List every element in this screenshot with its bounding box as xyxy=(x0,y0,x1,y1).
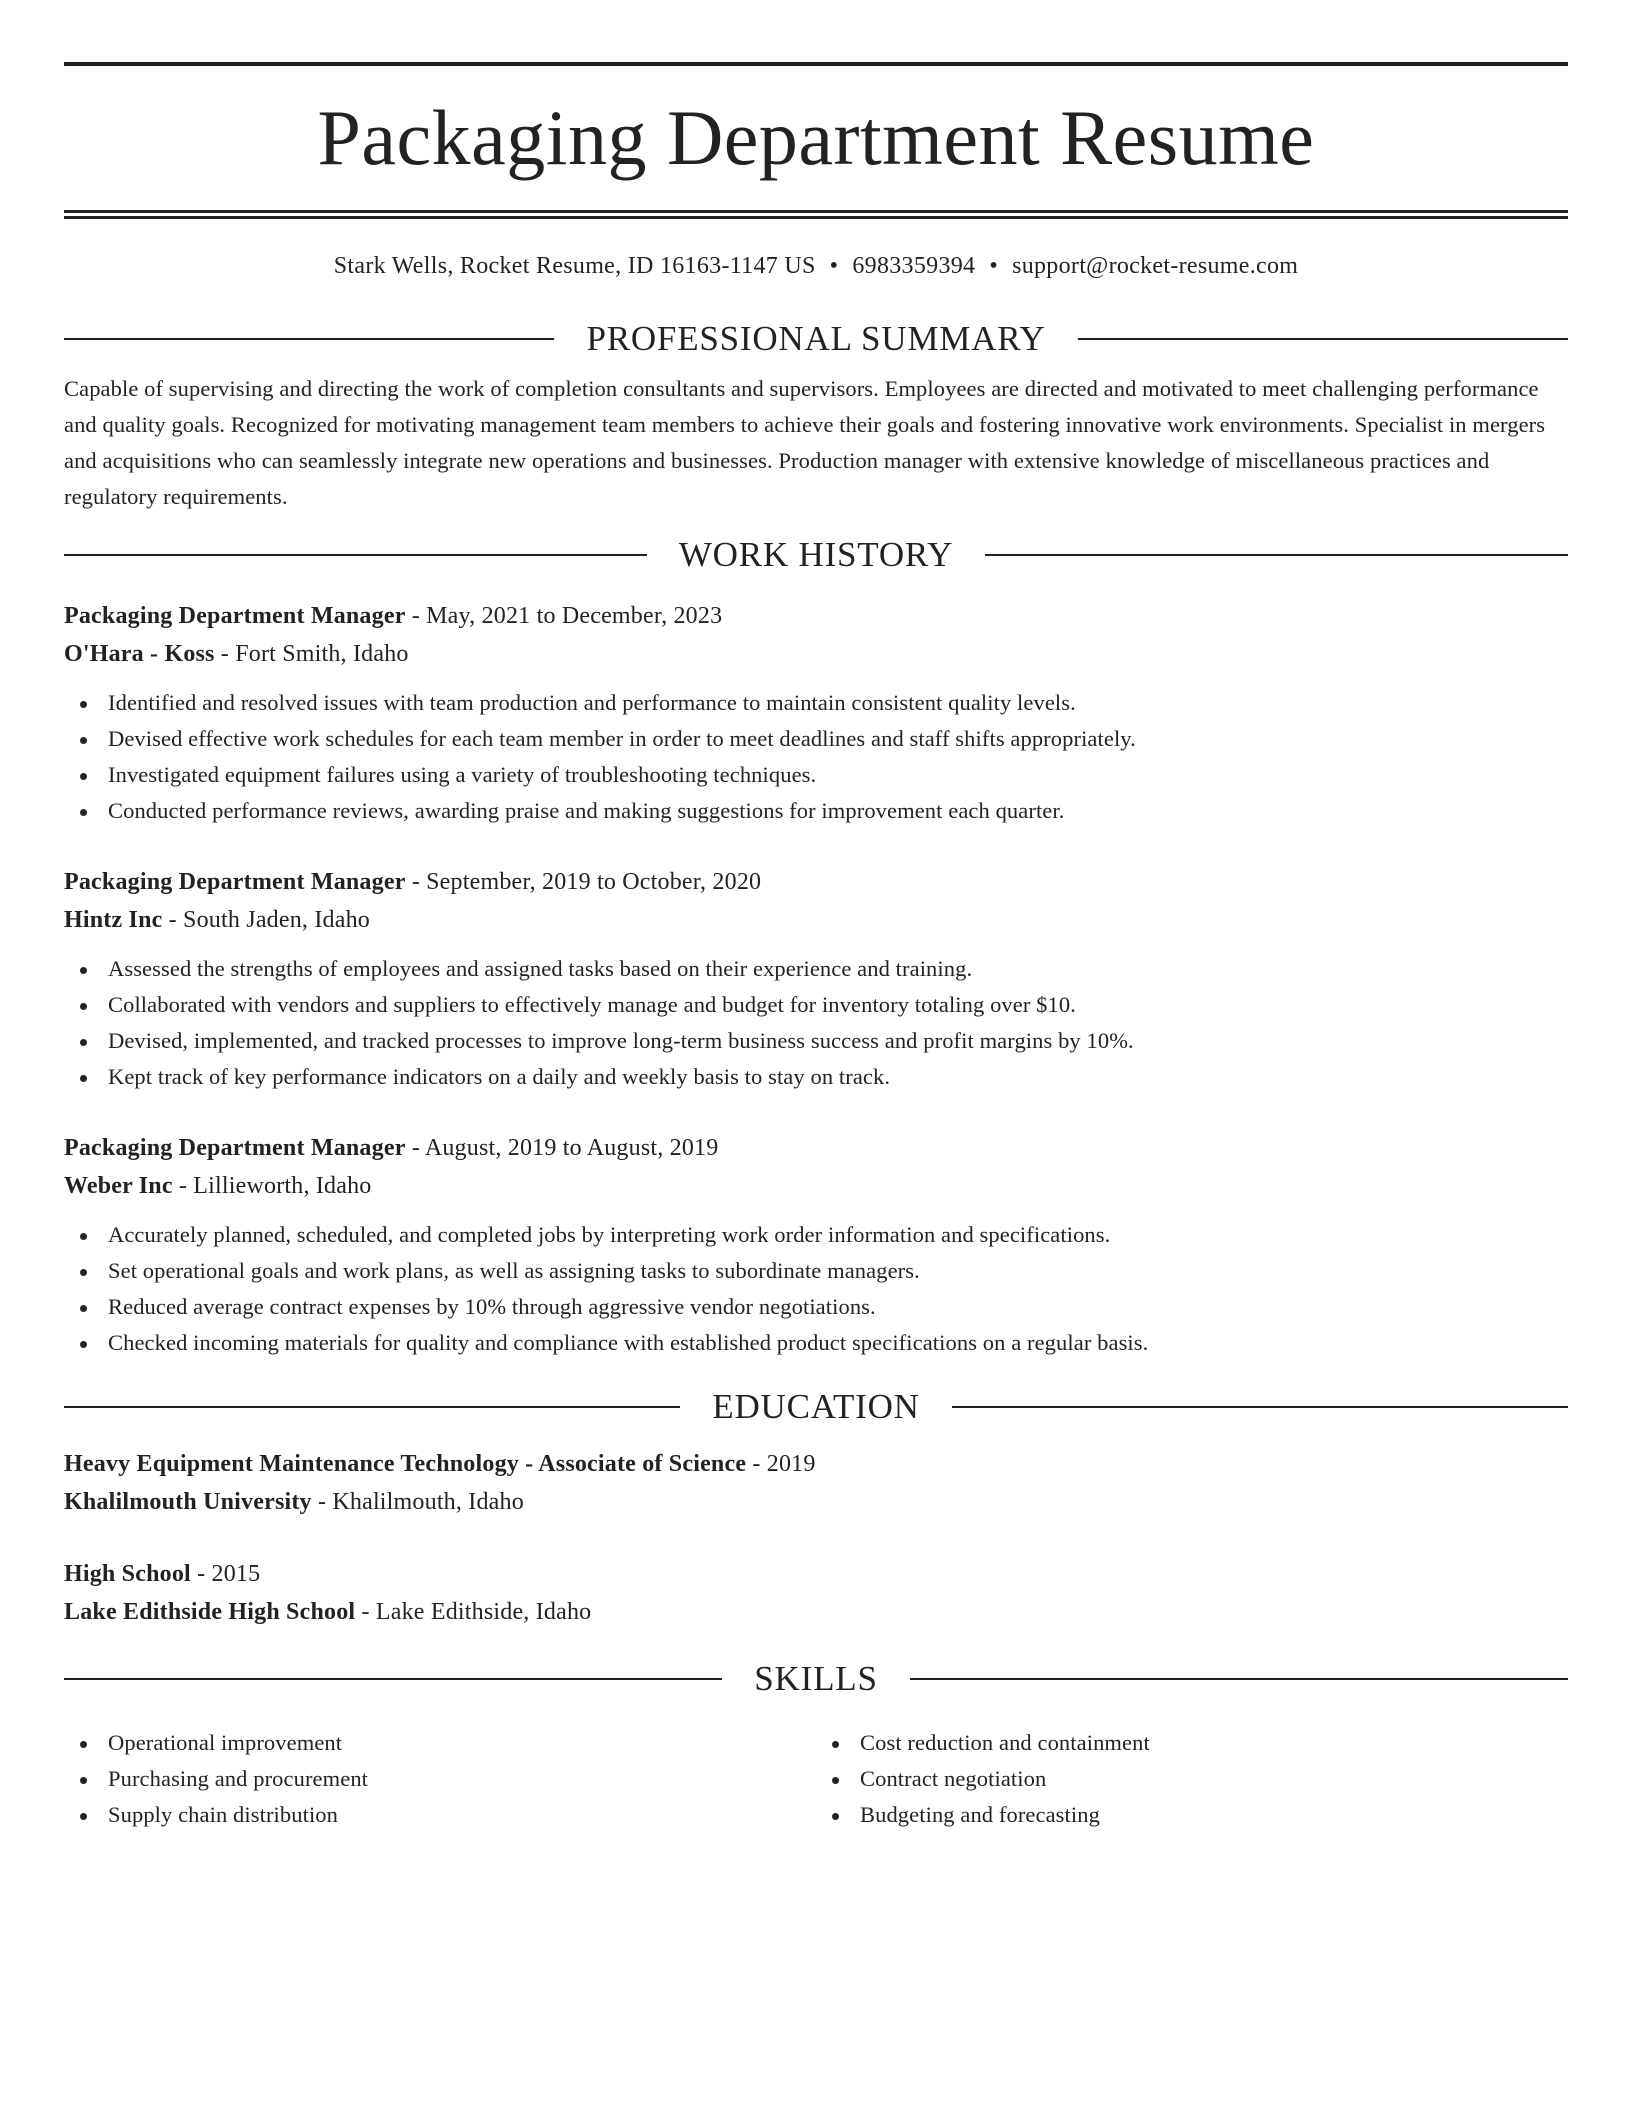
section-heading-work xyxy=(64,533,1568,577)
skills-grid xyxy=(64,1713,1568,1833)
job-company-line xyxy=(64,901,1568,939)
title-double-rule xyxy=(64,210,1568,219)
list-item: Reduced average contract expenses by 10% through aggressive vendor negotiations. xyxy=(64,1289,1568,1325)
school: Lake Edithside High School xyxy=(64,1599,356,1625)
section-heading-summary xyxy=(64,317,1568,361)
contact-email: support@rocket-resume.com xyxy=(1012,253,1299,279)
contact-separator: • xyxy=(989,253,999,279)
list-item: Conducted performance reviews, awarding praise and making suggestions for improvement each quarter. xyxy=(64,793,1568,829)
job-company: Hintz Inc xyxy=(64,907,163,933)
job-bullets xyxy=(64,951,1568,1095)
job-title: Packaging Department Manager xyxy=(64,1135,406,1161)
job-dates: - May, 2021 to December, 2023 xyxy=(405,603,723,629)
job-bullets xyxy=(64,1217,1568,1361)
list-item: Set operational goals and work plans, as well as assigning tasks to subordinate managers. xyxy=(64,1253,1568,1289)
section-title: SKILLS xyxy=(754,1659,878,1698)
section-title: EDUCATION xyxy=(712,1387,920,1426)
heading-rule xyxy=(1078,338,1568,340)
job-dates: - September, 2019 to October, 2020 xyxy=(405,869,762,895)
list-item: Devised, implemented, and tracked processes to improve long-term business success and profit margins by 10%. xyxy=(64,1023,1568,1059)
work-history xyxy=(64,597,1568,1361)
school-line xyxy=(64,1593,1568,1631)
contact-address: Stark Wells, Rocket Resume, ID 16163-1147 US xyxy=(333,253,816,279)
summary-text: Capable of supervising and directing the work of completion consultants and supervisors. Employees are directed and motivated to meet challenging performance and quality goals. Recognized for motivating management team members to achieve their goals and fostering innovative work environments. Specialist in mergers and acquisitions who can seamlessly integrate new operations and businesses. Production manager with extensive knowledge of miscellaneous practices and regulatory requirements. xyxy=(64,376,1546,509)
list-item: Supply chain distribution xyxy=(64,1797,816,1833)
page-title: Packaging Department Resume xyxy=(317,94,1315,181)
job-company: O'Hara - Koss xyxy=(64,641,215,667)
education-list xyxy=(64,1445,1568,1631)
heading-rule xyxy=(64,1406,680,1408)
job-location: - Lillieworth, Idaho xyxy=(172,1173,372,1199)
job-title-line xyxy=(64,863,1568,901)
degree-year: - 2015 xyxy=(190,1561,261,1587)
degree: Heavy Equipment Maintenance Technology - Associate of Science xyxy=(64,1451,747,1477)
contact-separator: • xyxy=(829,253,839,279)
heading-rule xyxy=(910,1678,1568,1680)
school: Khalilmouth University xyxy=(64,1489,312,1515)
school-line xyxy=(64,1483,1568,1521)
list-item: Investigated equipment failures using a variety of troubleshooting techniques. xyxy=(64,757,1568,793)
job-title: Packaging Department Manager xyxy=(64,603,406,629)
list-item: Devised effective work schedules for each team member in order to meet deadlines and staff shifts appropriately. xyxy=(64,721,1568,757)
heading-rule xyxy=(64,338,554,340)
job-company: Weber Inc xyxy=(64,1173,173,1199)
list-item: Checked incoming materials for quality and compliance with established product specifications on a regular basis. xyxy=(64,1325,1568,1361)
section-heading-skills xyxy=(64,1657,1568,1701)
job-company-line xyxy=(64,635,1568,673)
heading-rule xyxy=(64,1678,722,1680)
job-entry xyxy=(64,1129,1568,1361)
heading-rule xyxy=(64,554,647,556)
school-location: - Khalilmouth, Idaho xyxy=(311,1489,524,1515)
job-dates: - August, 2019 to August, 2019 xyxy=(405,1135,719,1161)
contact-phone: 6983359394 xyxy=(852,253,976,279)
job-location: - Fort Smith, Idaho xyxy=(214,641,409,667)
job-title-line xyxy=(64,597,1568,635)
education-entry xyxy=(64,1445,1568,1521)
degree: High School xyxy=(64,1561,191,1587)
section-title: PROFESSIONAL SUMMARY xyxy=(586,319,1046,358)
education-entry xyxy=(64,1555,1568,1631)
heading-rule xyxy=(952,1406,1568,1408)
job-bullets xyxy=(64,685,1568,829)
resume-page xyxy=(64,62,1568,1833)
job-entry xyxy=(64,597,1568,829)
list-item: Purchasing and procurement xyxy=(64,1761,816,1797)
job-entry xyxy=(64,863,1568,1095)
degree-line xyxy=(64,1445,1568,1483)
job-location: - South Jaden, Idaho xyxy=(162,907,370,933)
section-title: WORK HISTORY xyxy=(678,535,954,574)
school-location: - Lake Edithside, Idaho xyxy=(355,1599,592,1625)
degree-line xyxy=(64,1555,1568,1593)
list-item: Operational improvement xyxy=(64,1725,816,1761)
list-item: Contract negotiation xyxy=(816,1761,1568,1797)
skills-column-right xyxy=(816,1725,1568,1833)
section-heading-education xyxy=(64,1385,1568,1429)
top-rule xyxy=(64,62,1568,66)
job-title: Packaging Department Manager xyxy=(64,869,406,895)
list-item: Kept track of key performance indicators on a daily and weekly basis to stay on track. xyxy=(64,1059,1568,1095)
job-company-line xyxy=(64,1167,1568,1205)
list-item: Cost reduction and containment xyxy=(816,1725,1568,1761)
skills-column-left xyxy=(64,1725,816,1833)
heading-rule xyxy=(985,554,1568,556)
list-item: Identified and resolved issues with team production and performance to maintain consistent quality levels. xyxy=(64,685,1568,721)
job-title-line xyxy=(64,1129,1568,1167)
list-item: Collaborated with vendors and suppliers to effectively manage and budget for inventory totaling over $10. xyxy=(64,987,1568,1023)
list-item: Accurately planned, scheduled, and completed jobs by interpreting work order information and specifications. xyxy=(64,1217,1568,1253)
list-item: Budgeting and forecasting xyxy=(816,1797,1568,1833)
degree-year: - 2019 xyxy=(746,1451,816,1477)
contact-line xyxy=(64,251,1568,281)
list-item: Assessed the strengths of employees and assigned tasks based on their experience and training. xyxy=(64,951,1568,987)
